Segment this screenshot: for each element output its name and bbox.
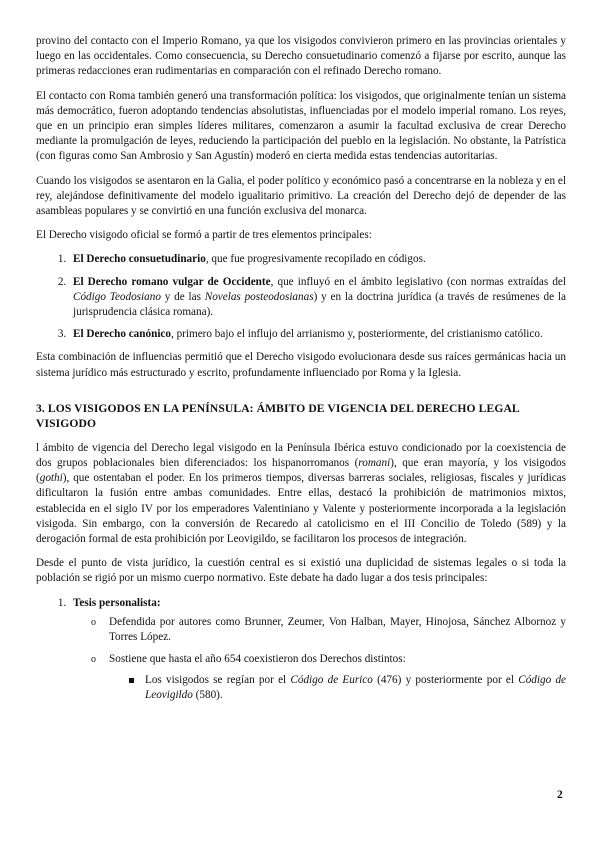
italic-title: Novelas posteodosianas <box>204 290 314 303</box>
italic-title: Código de Leovigildo <box>145 673 566 701</box>
page-number: 2 <box>557 789 563 801</box>
item-text: (580). <box>192 688 223 701</box>
item-text: Sostiene que hasta el año 654 coexistieron dos Derechos distintos: <box>109 653 406 666</box>
item-text: Defendida por autores como Brunner, Zeumer, Von Halban, Mayer, Hinojosa, Sánchez Albornoz y Torres López. <box>109 615 566 644</box>
paragraph: El Derecho visigodo oficial se formó a partir de tres elementos principales: <box>36 229 372 242</box>
italic-title: Código de Eurico <box>290 673 373 686</box>
italic-term: romani <box>358 457 391 470</box>
paragraph: Cuando los visigodos se asentaron en la Galia, el poder político y económico pasó a concentrarse en la nobleza y en el rey, alejándose definitivamente del modelo igualitario primitivo. La creación del Derecho dejó de depender de las asambleas populares y se convirtió en una función exclusiva del monarca. <box>36 174 566 218</box>
item-text: , primero bajo el influjo del arrianismo y, posteriormente, del cristianismo católico. <box>170 328 543 341</box>
item-text: Los visigodos se regían por el <box>145 673 291 686</box>
list-item <box>69 275 566 321</box>
italic-term: gothi <box>39 472 63 485</box>
section-heading: 3. LOS VISIGODOS EN LA PENÍNSULA: ÁMBITO DE VIGENCIA DEL DERECHO LEGAL VISIGODO <box>36 401 520 431</box>
paragraph: Desde el punto de vista jurídico, la cuestión central es si existió una duplicidad de sistemas legales o si toda la población se rigió por un mismo cuerpo normativo. Este debate ha dado lugar a dos tesis principales: <box>36 557 566 585</box>
thesis-list <box>36 596 566 703</box>
list-item <box>69 252 566 267</box>
sub-points <box>109 673 566 703</box>
elements-list <box>36 252 566 342</box>
bold-term: El Derecho consuetudinario <box>73 253 206 266</box>
paragraph: provino del contacto con el Imperio Romano, ya que los visigodos convivieron primero en las provincias orientales y luego en las occidentales. Como consecuencia, su Derecho consuetudinario comenzó a fijarse por escrito, aunque las primeras redacciones eran rudimentarias en comparación con el refinado Derecho romano. <box>36 35 566 78</box>
list-item <box>91 652 566 703</box>
italic-title: Código Teodosiano <box>73 290 161 303</box>
paragraph-text: l ámbito de vigencia del Derecho legal visigodo en la Península Ibérica estuvo condicionado por la coexistencia de dos grupos poblacionales bien diferenciados: los hispanorromanos ( <box>36 441 566 470</box>
circle-bullet-icon: o <box>91 654 96 666</box>
list-item <box>69 327 566 342</box>
paragraph <box>36 441 566 547</box>
list-item <box>91 615 566 645</box>
thesis-title: Tesis personalista: <box>73 596 161 609</box>
document-page <box>36 34 566 711</box>
paragraph: El contacto con Roma también generó una transformación política: los visigodos, que originalmente tenían un sistema más democrático, fueron adoptando tendencias absolutistas, influenciadas por el modelo imperial romano. Los reyes, que en un principio eran simples líderes militares, comenzaron a asumir la facultad exclusiva de crear Derecho mediante la promulgación de leyes, reduciendo la participación del pueblo en la legislación. No obstante, la Patrística (con figuras como San Ambrosio y San Agustín) moderó en cierta medida estas tendencias autoritarias. <box>36 89 566 163</box>
square-bullet-icon <box>129 678 134 683</box>
list-item <box>127 673 566 703</box>
item-text: , que influyó en el ámbito legislativo (con normas extraídas del <box>270 275 566 288</box>
item-text: y de las <box>160 290 205 303</box>
thesis-points <box>73 615 566 703</box>
item-text: , que fue progresivamente recopilado en códigos. <box>205 253 426 266</box>
paragraph-text: ), que ostentaban el poder. En los primeros tiempos, diversas barreras sociales, religiosas, fiscales y jurídicas dificultaron la fusión entre ambas comunidades. Entre ellas, destacó la prohibición de matrimonios mixtos, establecida en el siglo IV por los emperadores Valentiniano y Valente y posteriormente incorporada a la legislación visigoda. Sin embargo, con la conversión de Recaredo al catolicismo en el III Concilio de Toledo (589) y la derogación formal de esta prohibición por Leovigildo, se facilitaron los procesos de integración. <box>36 472 566 546</box>
list-item <box>69 596 566 703</box>
item-text: ) y en la doctrina jurídica (a través de resúmenes de la jurisprudencia clásica romana). <box>73 290 566 319</box>
bold-term: El Derecho canónico <box>73 328 171 341</box>
circle-bullet-icon: o <box>91 616 96 628</box>
paragraph-text: ), que eran mayoría, y los visigodos ( <box>36 457 566 485</box>
bold-term: El Derecho romano vulgar de Occidente <box>73 275 271 288</box>
paragraph: Esta combinación de influencias permitió que el Derecho visigodo evolucionara desde sus raíces germánicas hacia un sistema jurídico más estructurado y escrito, profundamente influenciado por Roma y la Iglesia. <box>36 351 566 379</box>
item-text: (476) y posteriormente por el <box>372 673 519 686</box>
